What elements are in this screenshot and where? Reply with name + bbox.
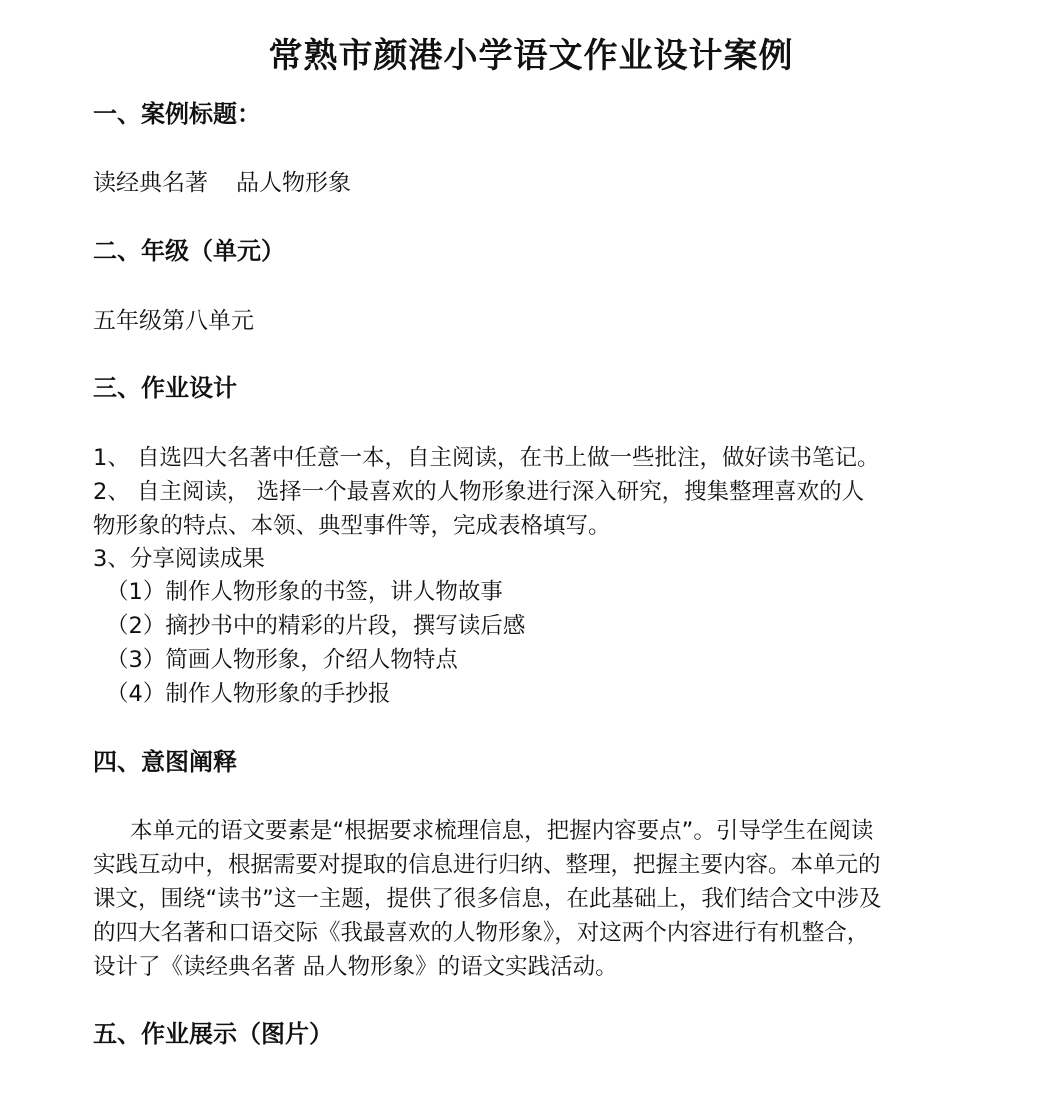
assignment-item-2-continued: 物形象的特点、本领、典型事件等，完成表格填写。 [93, 513, 611, 539]
intent-line-4: 的四大名著和口语交际《我最喜欢的人物形象》，对这两个内容进行有机整合， [93, 920, 870, 946]
section-heading-assignment: 三、作业设计 [93, 374, 237, 402]
intent-line-3: 课文，围绕“读书”这一主题，提供了很多信息，在此基础上，我们结合文中涉及 [93, 886, 882, 912]
assignment-item-3: 3、分享阅读成果 [93, 546, 265, 572]
intent-line-1: 本单元的语文要素是“根据要求梳理信息，把握内容要点”。引导学生在阅读 [130, 818, 874, 844]
section-heading-intent: 四、意图阐释 [93, 748, 237, 776]
section-heading-showcase: 五、作业展示（图片） [93, 1020, 333, 1048]
section-heading-case-title: 一、案例标题： [93, 100, 261, 128]
case-title-part1: 读经典名著 [93, 170, 208, 196]
case-title-part2: 品人物形象 [236, 170, 351, 196]
grade-unit-text: 五年级第八单元 [93, 308, 254, 334]
section-heading-grade-unit: 二、年级（单元） [93, 237, 285, 265]
case-title-text [93, 166, 351, 200]
assignment-subitem-3: （3）简画人物形象，介绍人物特点 [106, 647, 458, 673]
assignment-item-1: 1、 自选四大名著中任意一本，自主阅读，在书上做一些批注，做好读书笔记。 [93, 445, 880, 471]
document-title: 常熟市颜港小学语文作业设计案例 [268, 36, 794, 76]
assignment-subitem-1: （1）制作人物形象的书签，讲人物故事 [106, 579, 503, 605]
intent-line-2: 实践互动中，根据需要对提取的信息进行归纳、整理，把握主要内容。本单元的 [93, 852, 881, 878]
assignment-item-2: 2、 自主阅读， 选择一个最喜欢的人物形象进行深入研究，搜集整理喜欢的人 [93, 479, 865, 505]
intent-line-5: 设计了《读经典名著 品人物形象》的语文实践活动。 [93, 954, 618, 980]
assignment-subitem-2: （2）摘抄书中的精彩的片段，撰写读后感 [106, 613, 526, 639]
assignment-subitem-4: （4）制作人物形象的手抄报 [106, 681, 391, 707]
